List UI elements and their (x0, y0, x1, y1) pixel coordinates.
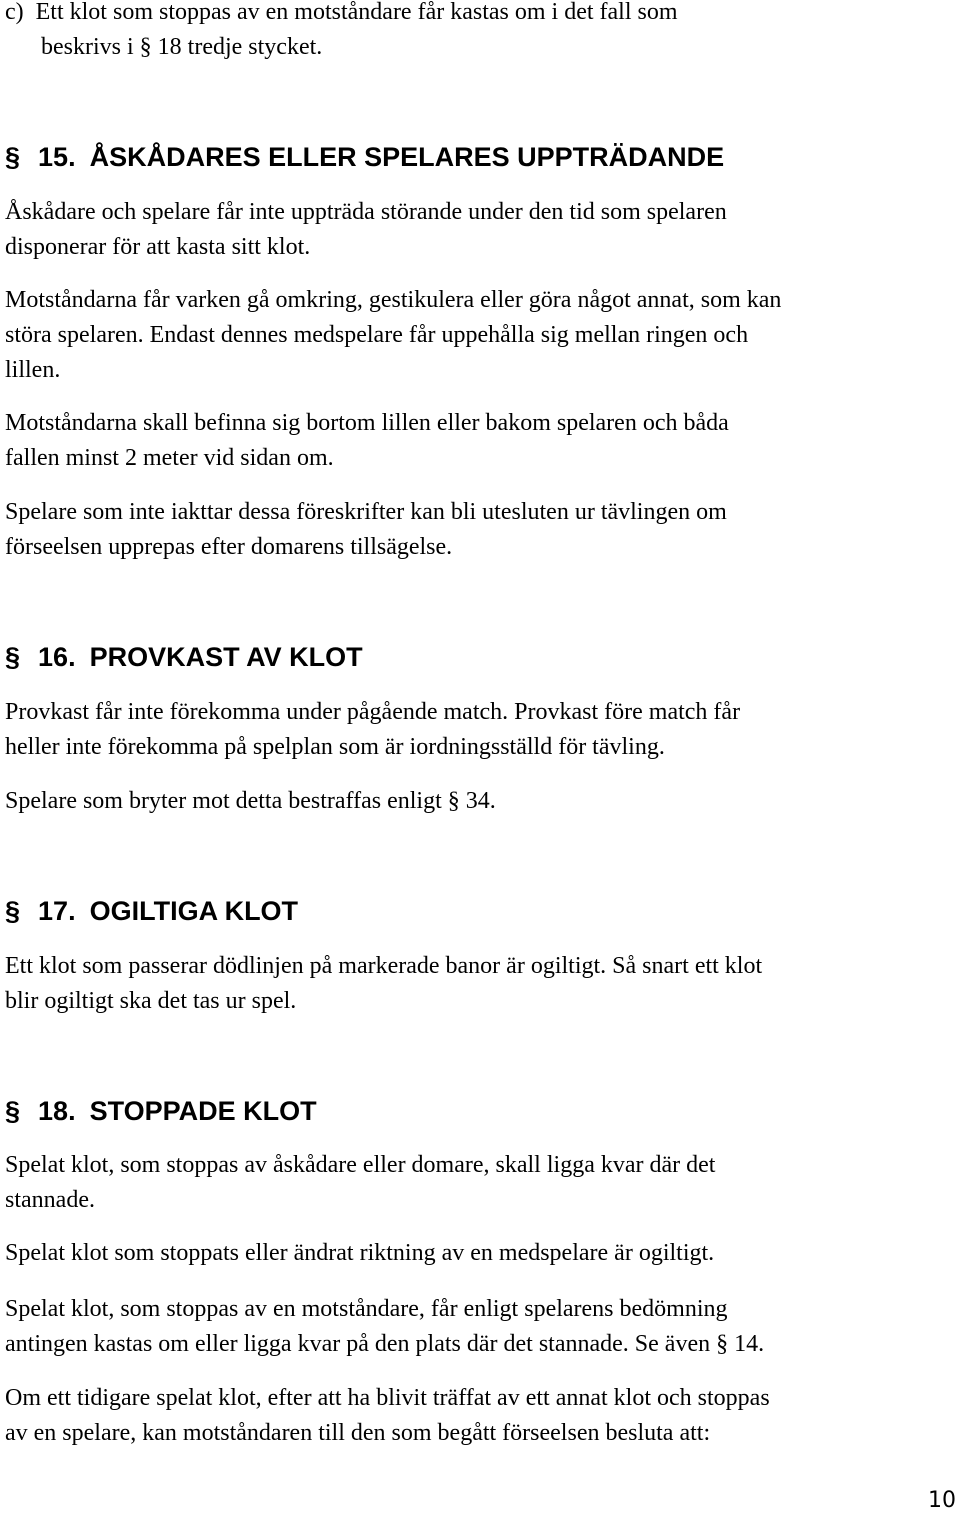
section-symbol: § (5, 1096, 21, 1126)
paragraph-item-c: c) Ett klot som stoppas av en motståndare får kastas om i det fall som beskrivs i § 18 tredje stycket. (5, 0, 678, 60)
section-title: STOPPADE KLOT (89, 1096, 317, 1126)
paragraph: Om ett tidigare spelat klot, efter att ha blivit träffat av ett annat klot och stoppas av en spelare, kan motståndaren till den som begått förseelsen besluta att: (5, 1385, 770, 1446)
section-title: ÅSKÅDARES ELLER SPELARES UPPTRÄDANDE (89, 142, 725, 172)
paragraph: Ett klot som passerar dödlinjen på markerade banor är ogiltigt. Så snart ett klot blir ogiltigt ska det tas ur spel. (5, 953, 763, 1014)
paragraph: Spelat klot, som stoppas av åskådare eller domare, skall ligga kvar där det stannade. (5, 1152, 716, 1213)
paragraph: Motståndarna skall befinna sig bortom lillen eller bakom spelaren och båda fallen minst 2 meter vid sidan om. (5, 410, 729, 471)
paragraph: Spelat klot som stoppats eller ändrat riktning av en medspelare är ogiltigt. (5, 1240, 715, 1266)
paragraph: Motståndarna får varken gå omkring, gestikulera eller göra något annat, som kan störa spelaren. Endast dennes medspelare får uppehålla sig mellan ringen och lillen. (5, 287, 782, 383)
section-heading-17 (5, 894, 298, 928)
section-symbol: § (5, 142, 21, 172)
section-number: 16. (38, 642, 76, 672)
paragraph: Provkast får inte förekomma under pågående match. Provkast före match får heller inte förekomma på spelplan som är iordningsställd för tävling. (5, 699, 741, 760)
section-title: PROVKAST AV KLOT (89, 642, 363, 672)
page-number: 10 (928, 1488, 956, 1513)
section-number: 15. (38, 142, 76, 172)
section-heading-18 (5, 1094, 317, 1128)
section-number: 18. (38, 1096, 76, 1126)
paragraph: Spelat klot, som stoppas av en motståndare, får enligt spelarens bedömning antingen kastas om eller ligga kvar på den plats där det stannade. Se även § 14. (5, 1296, 765, 1357)
paragraph: Åskådare och spelare får inte uppträda störande under den tid som spelaren disponerar för att kasta sitt klot. (5, 199, 727, 260)
section-heading-15 (5, 140, 724, 174)
section-symbol: § (5, 642, 21, 672)
paragraph: Spelare som inte iakttar dessa föreskrifter kan bli utesluten ur tävlingen om förseelsen upprepas efter domarens tillsägelse. (5, 499, 727, 560)
section-title: OGILTIGA KLOT (89, 896, 299, 926)
section-heading-16 (5, 640, 363, 674)
paragraph: Spelare som bryter mot detta bestraffas enligt § 34. (5, 788, 496, 814)
section-symbol: § (5, 896, 21, 926)
section-number: 17. (38, 896, 76, 926)
